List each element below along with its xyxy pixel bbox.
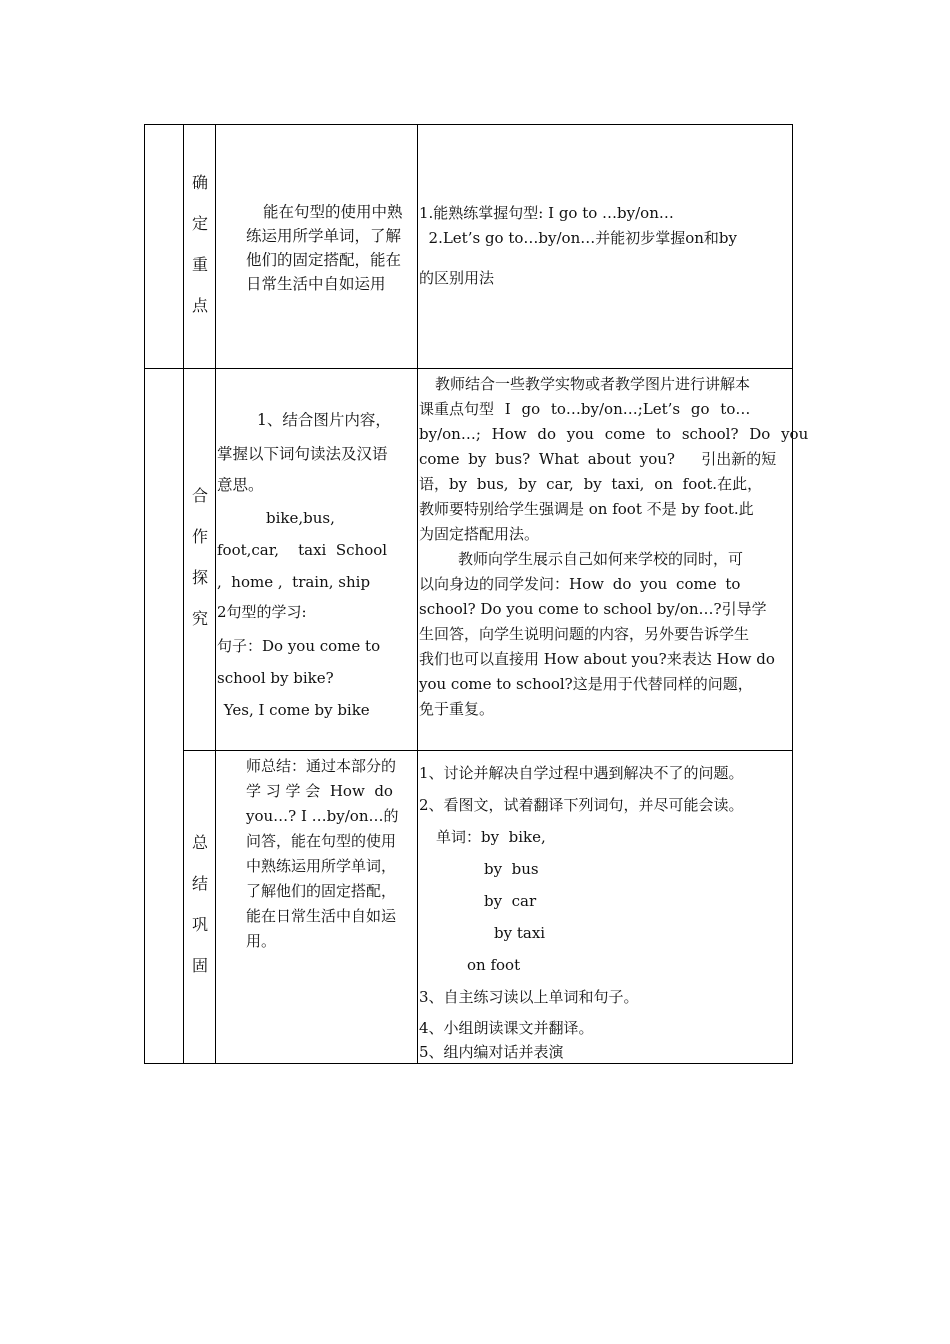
goal-line: bike,bus, [266,509,335,527]
activity-line: 免于重复。 [419,700,495,718]
row1-label [185,170,215,334]
goal-line: 练运用所学单词，了解 [246,227,402,245]
table-bottom-border [144,1063,793,1064]
activity-line: 3、自主练习读以上单词和句子。 [419,988,639,1006]
goal-line: 日常生活中自如运用 [246,275,386,293]
goal-line: 用。 [246,932,277,950]
goal-line: 他们的固定搭配，能在 [246,251,402,269]
activity-line: you come to school?这是用于代替同样的问题， [419,675,753,693]
goal-line: , home , train, ship [217,573,371,591]
row3-label [185,830,215,994]
activity-line: by car [484,892,537,910]
goal-line: you…? I …by/on…的 [246,807,399,825]
goal-line: 能在句型的使用中熟 [263,203,403,221]
activity-line: 教师要特别给学生强调是 on foot 不是 by foot.此 [419,500,754,518]
activity-line: 我们也可以直接用 How about you?来表达 How do [419,650,775,668]
activity-line: by/on…; How do you come to school? Do you [419,425,809,443]
goal-line: 句子：Do you come to [217,637,381,655]
goal-line: 掌握以下词句读法及汉语 [217,445,388,463]
label-char: 巩 [191,915,208,934]
col-border-0 [144,124,145,1064]
goal-line: Yes, I come by bike [219,701,370,719]
col-border-4 [792,124,793,1064]
goal-line: 能在日常生活中自如运 [246,907,397,925]
label-char: 探 [191,568,208,587]
label-char: 固 [191,956,208,975]
goal-line: 2句型的学习: [217,603,307,621]
goal-line: 问答，能在句型的使用 [246,832,397,850]
label-char: 重 [191,255,208,274]
col-border-2 [215,124,216,1064]
row2-label [185,483,215,647]
activity-line: 语，by bus, by car, by taxi, on foot.在此， [419,475,763,493]
activity-line: come by bus? What about you? 引出新的短 [419,450,777,468]
activity-line: 生回答，向学生说明问题的内容，另外要告诉学生 [419,625,750,643]
activity-line: 1.能熟练掌握句型: I go to …by/on… [419,204,674,222]
activity-line: 以向身边的同学发问：How do you come to [419,575,741,593]
activity-line: 的区别用法 [419,269,495,287]
label-char: 确 [191,173,208,192]
label-char: 定 [191,214,208,233]
col-border-3 [417,124,418,1064]
activity-line: 4、小组朗读课文并翻译。 [419,1019,594,1037]
activity-line: 单词：by bike, [436,828,546,846]
activity-line: 1、讨论并解决自学过程中遇到解决不了的问题。 [419,764,744,782]
activity-line: on foot [467,956,521,974]
activity-line: by taxi [494,924,546,942]
activity-line: 教师向学生展示自己如何来学校的同时，可 [458,550,744,568]
row-divider-1 [144,368,793,369]
activity-line: 2.Let’s go to…by/on…并能初步掌握on和by [419,229,737,247]
goal-line: 中熟练运用所学单词， [246,857,397,875]
goal-line: 意思。 [217,476,264,494]
label-char: 究 [191,609,208,628]
goal-line: school by bike? [217,669,334,687]
label-char: 作 [191,527,208,546]
label-char: 点 [191,296,208,315]
goal-line: foot,car, taxi School [217,541,388,559]
activity-line: 为固定搭配用法。 [419,525,540,543]
goal-line: 学 习 学 会 How do [246,782,393,800]
goal-line: 1、结合图片内容， [257,411,391,429]
activity-line: school? Do you come to school by/on…?引导学 [419,600,767,618]
activity-line: 5、组内编对话并表演 [419,1043,564,1061]
activity-line: 2、看图文，试着翻译下列词句，并尽可能会读。 [419,796,744,814]
label-char: 结 [191,874,208,893]
activity-line: by bus [484,860,539,878]
row-divider-2 [183,750,793,751]
activity-line: 课重点句型 I go to…by/on…;Let’s go to… [419,400,751,418]
table-top-border [144,124,793,125]
activity-line: 教师结合一些教学实物或者教学图片进行讲解本 [435,375,751,393]
goal-line: 了解他们的固定搭配， [246,882,397,900]
label-char: 合 [191,486,208,505]
goal-line: 师总结：通过本部分的 [246,757,397,775]
label-char: 总 [191,833,208,852]
